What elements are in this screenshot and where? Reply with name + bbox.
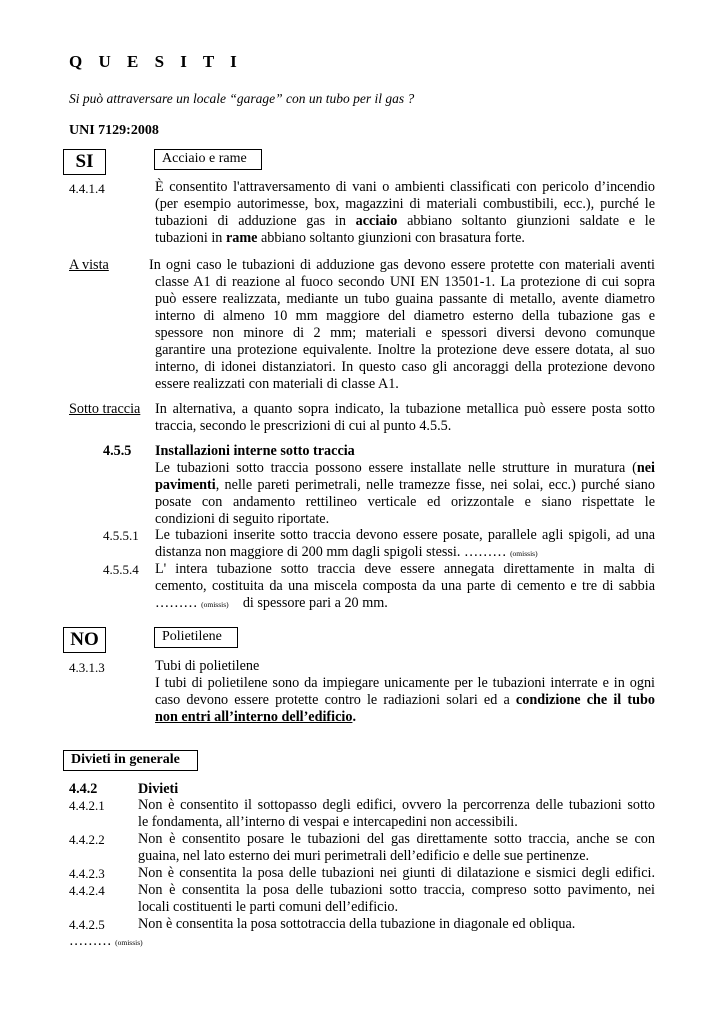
- clause-number: 4.5.5.1: [103, 528, 139, 543]
- material-label-steel-copper: Acciaio e rame: [154, 149, 262, 170]
- clause-number: 4.4.2.5: [69, 917, 105, 932]
- si-badge: SI: [63, 149, 106, 175]
- clause-number: 4.3.1.3: [69, 660, 105, 675]
- clause-4554-text: L' intera tubazione sotto traccia deve essere annegata direttamente in malta di cemento, costituita da una miscela composta da una parte di cemento e tre di sabbia ……… (omissis) di spessore pari a 20 mm.: [155, 561, 655, 611]
- clause-number: 4.4.2.1: [69, 798, 105, 813]
- clause-number: 4.4.2.4: [69, 883, 105, 898]
- clause-4551-text: Le tubazioni inserite sotto traccia devono essere posate, parallele agli spigoli, ad una distanza non maggiore di 200 mm dagli spigoli stessi. ……… (omissis): [155, 527, 655, 560]
- divieti-box: Divieti in generale: [63, 750, 198, 771]
- material-label-polyethylene: Polietilene: [154, 627, 238, 648]
- no-badge: NO: [63, 627, 106, 653]
- a-vista-label: A vista: [69, 257, 109, 273]
- page-title: Q U E S I T I: [69, 52, 243, 71]
- a-vista-first-line: In ogni caso le tubazioni di adduzione gas devono essere protette con materiali aventi: [149, 257, 655, 273]
- a-vista-text: classe A1 di reazione al fuoco secondo UNI EN 13501-1. La protezione di cui sopra può essere realizzata, mediante un tubo guaina passante di metallo, avente diametro interno di almeno 10 mm maggiore del diametro esterno della tubazione gas e spessore non minore di 2 mm; materiali e spessori diversi devono comunque garantire una protezione equivalente. Inoltre la protezione deve essere dotata, al suo interno, di idonei distanziatori. In questo caso gli ancoraggi della protezione devono essere realizzati con materiali di classe A1.: [155, 274, 655, 392]
- clause-heading: Installazioni interne sotto traccia: [155, 443, 355, 459]
- clause-number: 4.5.5: [103, 443, 132, 459]
- clause-number: 4.5.5.4: [103, 562, 139, 577]
- clause-number: 4.4.2.2: [69, 832, 105, 847]
- divieto-item: Non è consentita la posa delle tubazioni sotto traccia, compreso sotto pavimento, nei locali costituenti le parti comuni dell’edificio.: [138, 882, 655, 915]
- clause-4313-text: Tubi di polietilene I tubi di polietilene sono da impiegare unicamente per le tubazioni interrate e in ogni caso devono essere protette contro le radiazioni solari ed a condizione che il tubo non entri all’interno dell’edificio.: [155, 658, 655, 725]
- norm-reference: UNI 7129:2008: [69, 123, 159, 138]
- question: Si può attraversare un locale “garage” con un tubo per il gas ?: [69, 91, 415, 106]
- clause-4414-text: È consentito l'attraversamento di vani o ambienti classificati con pericolo d’incendio (per esempio autorimesse, box, magazzini di materiali combustibili, ecc.), purché le tubazioni di adduzione gas in acciaio abbiano soltanto giunzioni saldate e le tubazioni in rame abbiano soltanto giunzioni con brasatura forte.: [155, 179, 655, 246]
- omissis-note: ……… (omissis): [69, 933, 143, 949]
- divieto-item: Non è consentito posare le tubazioni del gas direttamente sotto traccia, anche se con guaina, nel lato esterno dei muri perimetrali dell’edificio e delle sue pertinenze.: [138, 831, 655, 864]
- divieto-item: Non è consentita la posa sottotraccia della tubazione in diagonale ed obliqua.: [138, 916, 576, 932]
- divieto-item: Non è consentita la posa delle tubazioni nei giunti di dilatazione e sismici degli edifici.: [138, 865, 655, 881]
- clause-number: 4.4.2: [69, 781, 98, 797]
- clause-number: 4.4.2.3: [69, 866, 105, 881]
- clause-number: 4.4.1.4: [69, 181, 105, 196]
- clause-455-text: Le tubazioni sotto traccia possono essere installate nelle strutture in muratura (nei pavimenti, nelle pareti perimetrali, nelle tramezze fisse, nei solai, ecc.) purché siano posate con andamento rettilineo verticale ed orizzontale e siano rispettate le condizioni di seguito riportate.: [155, 460, 655, 527]
- divieto-item: Non è consentito il sottopasso degli edifici, ovvero la percorrenza delle tubazioni sotto le fondamenta, all’interno di vespai e intercapedini non accessibili.: [138, 797, 655, 830]
- sotto-traccia-label: Sotto traccia: [69, 401, 141, 417]
- clause-heading: Divieti: [138, 781, 179, 797]
- sotto-traccia-text: In alternativa, a quanto sopra indicato, la tubazione metallica può essere posta sotto traccia, secondo le prescrizioni di cui al punto 4.5.5.: [155, 401, 655, 434]
